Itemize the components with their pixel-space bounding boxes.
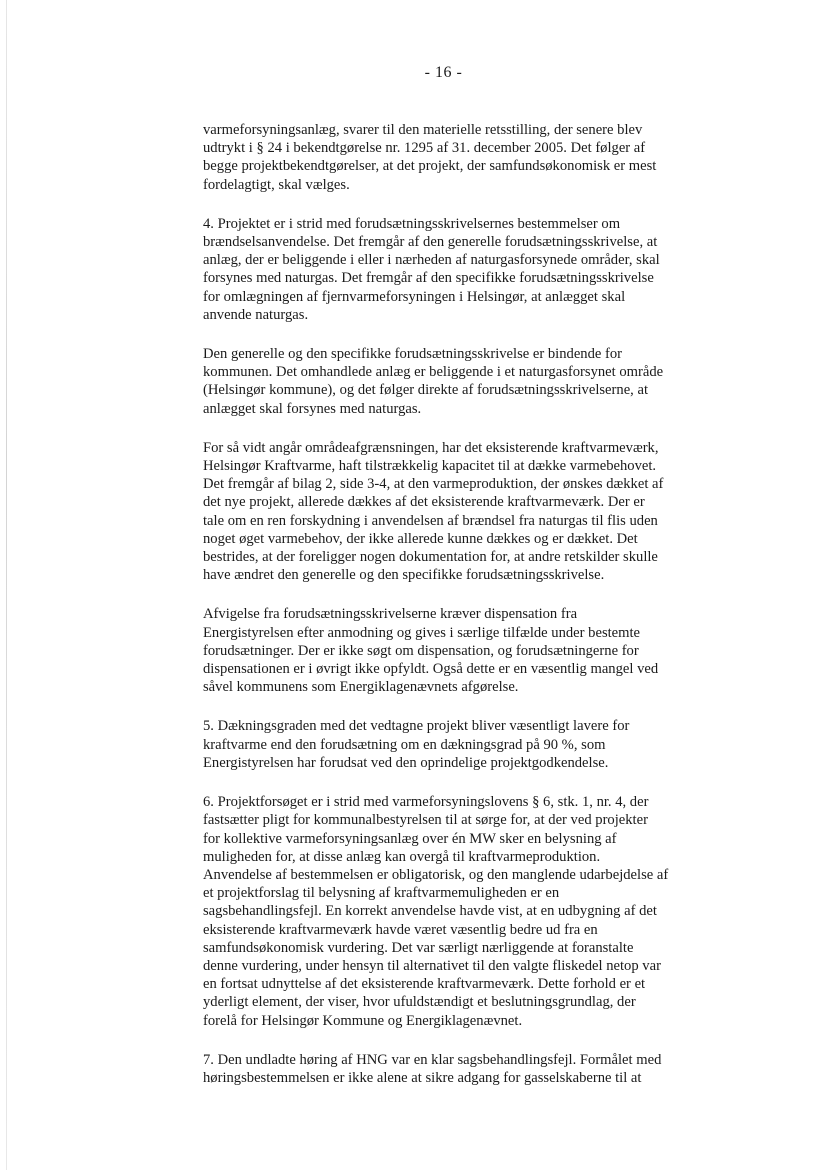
paragraph <box>203 605 703 696</box>
text-line: eksisterende kraftvarmeværk havde været væsentlig bedre ud fra en <box>203 921 598 938</box>
paragraph <box>203 439 703 585</box>
text-line: have ændret den generelle og den specifikke forudsætningsskrivelse. <box>203 567 605 584</box>
text-line: anlægget skal forsynes med naturgas. <box>203 400 422 417</box>
text-line: noget øget varmebehov, der ikke allerede kunne dækkes og er dækket. Det <box>203 530 638 547</box>
paragraph <box>203 215 703 324</box>
paragraph <box>203 121 703 194</box>
paragraph <box>203 345 703 418</box>
text-line: forelå for Helsingør Kommune og Energiklagenævnet. <box>203 1012 523 1029</box>
text-line: dispensationen er i øvrigt ikke opfyldt. Også dette er en væsentlig mangel ved <box>203 661 659 678</box>
text-line: tale om en ren forskydning i anvendelsen af brændsel fra naturgas til flis uden <box>203 512 658 529</box>
text-line: 6. Projektforsøget er i strid med varmeforsyningslovens § 6, stk. 1, nr. 4, der <box>203 794 649 811</box>
paragraph <box>203 717 703 772</box>
text-line: samfundsøkonomisk vurdering. Det var særligt nærliggende at foranstalte <box>203 939 634 956</box>
text-line: sagsbehandlingsfejl. En korrekt anvendelse havde vist, at en udbygning af det <box>203 903 657 920</box>
page-number: - 16 - <box>424 64 463 81</box>
paragraph <box>203 793 703 1030</box>
text-line: muligheden for, at disse anlæg kan overgå til kraftvarmeproduktion. <box>203 848 601 865</box>
text-line: høringsbestemmelsen er ikke alene at sikre adgang for gasselskaberne til at <box>203 1069 642 1086</box>
text-line: denne vurdering, under hensyn til alternativet til den valgte fliskedel netop var <box>203 957 661 974</box>
text-line: såvel kommunens som Energiklagenævnets afgørelse. <box>203 679 519 696</box>
text-line: forsynes med naturgas. Det fremgår af den specifikke forudsætningsskrivelse <box>203 270 654 287</box>
text-line: 7. Den undladte høring af HNG var en klar sagsbehandlingsfejl. Formålet med <box>203 1051 662 1068</box>
text-line: 4. Projektet er i strid med forudsætningsskrivelsernes bestemmelser om <box>203 215 621 232</box>
scan-edge-line <box>6 0 7 1170</box>
text-line: Helsingør Kraftvarme, haft tilstrækkelig kapacitet til at dække varmebehovet. <box>203 458 657 475</box>
text-line: forudsætninger. Der er ikke søgt om dispensation, og forudsætningerne for <box>203 642 639 659</box>
text-line: det nye projekt, allerede dækkes af det eksisterende kraftvarmeværk. Der er <box>203 494 645 511</box>
text-line: yderligt element, der viser, hvor ufuldstændigt et beslutningsgrundlag, der <box>203 994 636 1011</box>
text-line: 5. Dækningsgraden med det vedtagne projekt bliver væsentligt lavere for <box>203 718 630 735</box>
text-line: Afvigelse fra forudsætningsskrivelserne kræver dispensation fra <box>203 606 578 623</box>
text-line: anvende naturgas. <box>203 306 309 323</box>
text-line: brændselsanvendelse. Det fremgår af den generelle forudsætningsskrivelse, at <box>203 234 658 251</box>
text-line: Energistyrelsen efter anmodning og gives i særlige tilfælde under bestemte <box>203 624 641 641</box>
text-line: udtrykt i § 24 i bekendtgørelse nr. 1295 af 31. december 2005. Det følger af <box>203 140 646 157</box>
text-line: varmeforsyningsanlæg, svarer til den materielle retsstilling, der senere blev <box>203 122 643 138</box>
text-line: fastsætter pligt for kommunalbestyrelsen til at sørge for, at der ved projekter <box>203 812 648 829</box>
text-line: for kollektive varmeforsyningsanlæg over én MW sker en belysning af <box>203 830 617 847</box>
text-line: (Helsingør kommune), og det følger direkte af forudsætningsskrivelserne, at <box>203 382 648 399</box>
text-line: begge projektbekendtgørelser, at det projekt, der samfundsøkonomisk er mest <box>203 158 657 175</box>
text-line: kraftvarme end den forudsætning om en dækningsgrad på 90 %, som <box>203 736 606 753</box>
text-line: Den generelle og den specifikke forudsætningsskrivelse er bindende for <box>203 346 623 363</box>
text-line: Energistyrelsen har forudsat ved den oprindelige projektgodkendelse. <box>203 754 609 771</box>
text-line: kommunen. Det omhandlede anlæg er beliggende i et naturgasforsynet område <box>203 364 664 381</box>
text-line: en fortsat udnyttelse af det eksisterende kraftvarmeværk. Dette forhold er et <box>203 976 646 993</box>
text-line: et projektforslag til belysning af kraftvarmemuligheden er en <box>203 885 560 902</box>
text-line: for omlægningen af fjernvarmeforsyningen i Helsingør, at anlægget skal <box>203 288 626 305</box>
text-line: anlæg, der er beliggende i eller i nærheden af naturgasforsynede områder, skal <box>203 252 660 269</box>
text-line: Det fremgår af bilag 2, side 3-4, at den varmeproduktion, der ønskes dækket af <box>203 476 664 493</box>
paragraph <box>203 1051 703 1087</box>
body-text <box>203 121 703 1108</box>
text-line: Anvendelse af bestemmelsen er obligatorisk, og den manglende udarbejdelse af <box>203 866 669 883</box>
text-line: fordelagtigt, skal vælges. <box>203 176 350 193</box>
text-line: For så vidt angår områdeafgrænsningen, har det eksisterende kraftvarmeværk, <box>203 439 659 456</box>
text-line: bestrides, at der foreligger nogen dokumentation for, at andre retskilder skulle <box>203 549 658 566</box>
